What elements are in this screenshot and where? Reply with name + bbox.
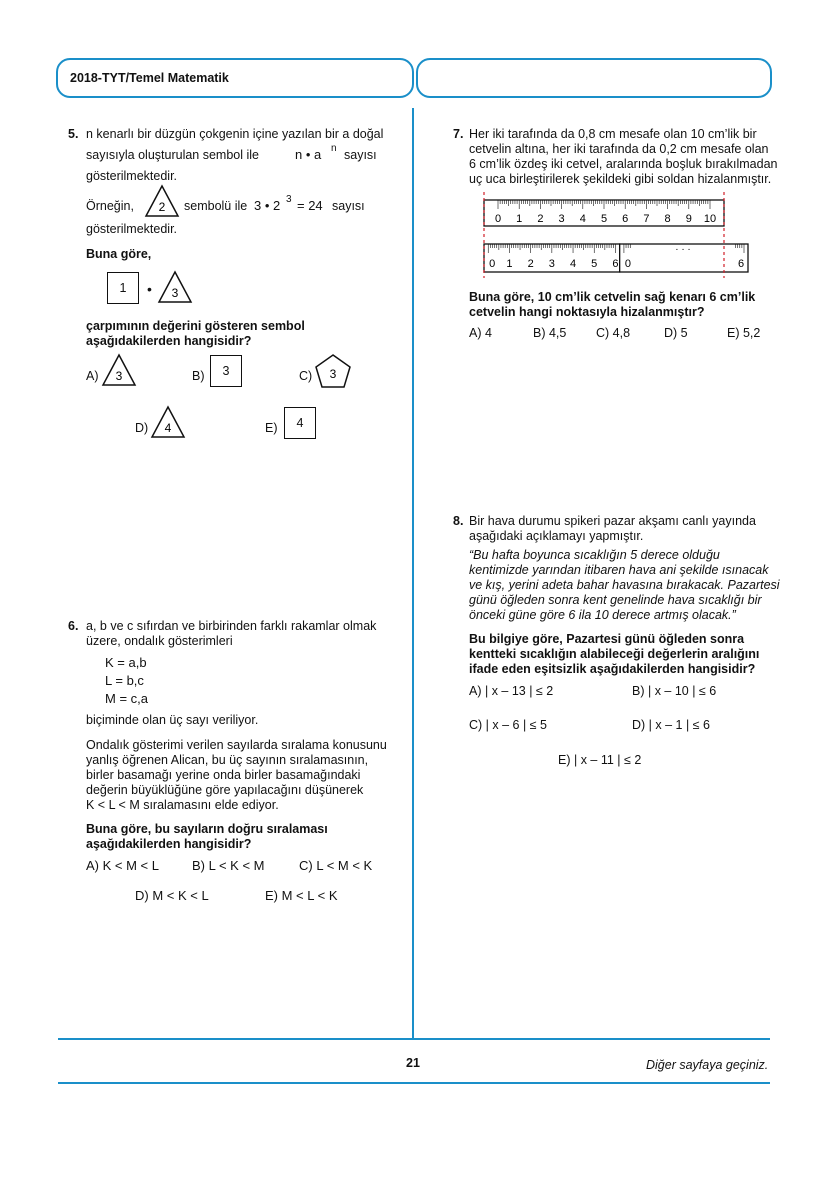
q5-option-e-square[interactable] [284, 407, 316, 439]
q8-option-b[interactable]: B) | x – 10 | ≤ 6 [632, 684, 717, 698]
q7-question-line2: cetvelin hangi noktasıyla hizalanmıştır? [469, 305, 705, 319]
q6-def-l: L = b,c [105, 673, 144, 688]
ruler-10cm-label: 7 [643, 213, 650, 225]
q8-option-a[interactable]: A) | x – 13 | ≤ 2 [469, 684, 554, 698]
ruler-10cm-label: 3 [558, 213, 565, 225]
q5-example-mid: sembolü ile [184, 199, 248, 213]
q5-option-e-label[interactable]: E) [265, 421, 278, 435]
ruler-ellipsis: · · · [675, 244, 691, 255]
ruler-10cm-label: 0 [494, 213, 502, 225]
q5-example-result: = 24 [297, 198, 323, 213]
q6-line3: biçiminde olan üç sayı veriliyor. [86, 713, 259, 727]
q8-line1: Bir hava durumu spikeri pazar akşamı canlı yayında [469, 514, 756, 528]
q5-line2-pre: sayısıyla oluşturulan sembol ile [86, 148, 259, 162]
ruler-6cm-first-label: 5 [591, 258, 598, 270]
q7-option-d[interactable]: D) 5 [664, 326, 688, 340]
q5-option-c-pentagon[interactable] [314, 353, 352, 389]
q8-question-line1: Bu bilgiye göre, Pazartesi günü öğleden sonra [469, 632, 745, 646]
q8-quote-line1: “Bu hafta boyunca sıcaklığın 5 derece olduğu [469, 548, 720, 562]
q6-option-c[interactable]: C) L < M < K [299, 858, 373, 873]
ruler-6cm-first-label: 1 [506, 258, 513, 270]
q8-quote-line2: kentimizde yarından itibaren hava ani şekilde ısınacak [469, 563, 769, 577]
q5-line3: gösterilmektedir. [86, 169, 178, 183]
q5-example-post: sayısı [332, 199, 365, 213]
q5-option-d-label[interactable]: D) [135, 421, 149, 435]
q5-option-b-label[interactable]: B) [192, 369, 205, 383]
q7-option-b[interactable]: B) 4,5 [533, 326, 567, 340]
ruler-10cm-label: 2 [537, 213, 544, 225]
ruler-6cm-first-label: 4 [569, 258, 577, 270]
q5-line5: gösterilmektedir. [86, 222, 178, 236]
q5-lead: Buna göre, [86, 247, 152, 261]
header-left-box [56, 58, 414, 98]
q5-line1: n kenarlı bir düzgün çokgenin içine yazılan bir a doğal [86, 127, 384, 141]
q5-option-d-value: 4 [164, 421, 172, 435]
header-title: 2018-TYT/Temel Matematik [70, 71, 229, 85]
q5-question-line1: çarpımının değerini gösteren sembol [86, 319, 305, 333]
q7-line2: cetvelin altına, her iki tarafında da 0,2 cm mesafe olan [469, 142, 769, 156]
q7-line4: uç uca birleştirilerek şekildeki gibi soldan hizalanmıştır. [469, 172, 772, 186]
q6-p3: birler basamağı yerine onda birler basamağındaki [86, 768, 361, 782]
footer-rule-top [58, 1038, 770, 1040]
q8-line2: aşağıdaki açıklamayı yapmıştır. [469, 529, 644, 543]
q6-number: 6. [68, 619, 79, 633]
q8-option-e[interactable]: E) | x – 11 | ≤ 2 [558, 753, 642, 767]
q5-question-line2: aşağıdakilerden hangisidir? [86, 334, 252, 348]
q5-option-a-value: 3 [115, 369, 123, 383]
q5-line2-sup: n [331, 143, 337, 154]
q6-p1: Ondalık gösterimi verilen sayılarda sıralama konusunu [86, 738, 387, 752]
page-number: 21 [406, 1056, 420, 1070]
product-triangle-symbol [157, 270, 193, 304]
ruler-6cm-first-label: 3 [548, 258, 555, 270]
ruler-10cm-label: 9 [685, 213, 692, 225]
example-triangle-symbol [144, 184, 180, 218]
q5-option-a-label[interactable]: A) [86, 369, 99, 383]
q6-option-d[interactable]: D) M < K < L [135, 888, 209, 903]
q8-quote-line5: önceki güne göre 6 ila 10 derece artmış olacak.” [469, 608, 736, 622]
q6-question-line1: Buna göre, bu sayıların doğru sıralaması [86, 822, 328, 836]
q8-quote-line4: günü öğleden sonra kent genelinde hava sıcaklığı bir [469, 593, 762, 607]
q5-example-expr: 3 • 2 [254, 198, 281, 213]
next-page-note: Diğer sayfaya geçiniz. [646, 1058, 769, 1072]
ruler-10cm-label: 8 [664, 213, 671, 225]
ruler-10cm-label: 4 [579, 213, 586, 225]
q7-option-e[interactable]: E) 5,2 [727, 326, 761, 340]
q5-line2-expr: n • a [295, 147, 322, 162]
q8-quote-line3: ve kış, yerini adeta bahar havasına bırakacak. Pazartesi [469, 578, 780, 592]
header-right-box [416, 58, 772, 98]
product-square-symbol [107, 272, 139, 304]
q6-option-b[interactable]: B) L < K < M [192, 858, 265, 873]
column-divider [412, 108, 414, 1038]
ruler-10cm-label: 1 [516, 213, 523, 225]
example-triangle-value: 2 [158, 200, 166, 214]
q5-example-pre: Örneğin, [86, 199, 134, 213]
q5-option-a-triangle[interactable] [101, 353, 137, 387]
ruler-6cm-first-label: 0 [489, 258, 496, 270]
q8-question-line2: kentteki sıcaklığın alabileceği değerlerin aralığını [469, 647, 760, 661]
ruler-10cm-label: 5 [600, 213, 608, 225]
q5-number: 5. [68, 127, 79, 141]
q6-option-a[interactable]: A) K < M < L [86, 858, 159, 873]
q5-option-c-value: 3 [329, 367, 337, 381]
q6-def-k: K = a,b [105, 655, 147, 670]
q6-question-line2: aşağıdakilerden hangisidir? [86, 837, 252, 851]
q6-p4: değerin büyüklüğüne göre yapılacağını düşünerek [86, 783, 364, 797]
q8-number: 8. [453, 514, 464, 528]
ruler-6cm-second-label: 0 [624, 258, 631, 270]
q6-line2: üzere, ondalık gösterimleri [86, 634, 233, 648]
q5-option-e-value: 4 [296, 416, 304, 430]
q6-p5: K < L < M sıralamasını elde ediyor. [86, 798, 279, 812]
q6-line1: a, b ve c sıfırdan ve birbirinden farklı rakamlar olmak [86, 619, 377, 633]
ruler-10cm-label: 6 [622, 213, 629, 225]
q5-option-b-value: 3 [222, 364, 230, 378]
q5-example-sup: 3 [286, 194, 292, 205]
q5-option-c-label[interactable]: C) [299, 369, 313, 383]
ruler-6cm-first-label: 6 [612, 258, 619, 270]
q5-option-d-triangle[interactable] [150, 405, 186, 439]
product-square-value: 1 [119, 281, 127, 295]
ruler-6cm-first-label: 2 [527, 258, 534, 270]
q8-question-line3: ifade eden eşitsizlik aşağıdakilerden hangisidir? [469, 662, 756, 676]
q8-option-d[interactable]: D) | x – 1 | ≤ 6 [632, 718, 710, 732]
q7-question-line1: Buna göre, 10 cm’lik cetvelin sağ kenarı 6 cm’lik [469, 290, 756, 304]
q7-number: 7. [453, 127, 464, 141]
q6-def-m: M = c,a [105, 691, 148, 706]
ruler-10cm-label: 10 [703, 213, 717, 225]
q7-option-a[interactable]: A) 4 [469, 326, 492, 340]
q5-line2-post: sayısı [344, 148, 377, 162]
rulers-figure [478, 192, 754, 278]
ruler-6cm-second-label: 6 [737, 258, 745, 270]
q5-option-b-square[interactable] [210, 355, 242, 387]
q6-p2: yanlış öğrenen Alican, bu üç sayının sıralamasının, [86, 753, 369, 767]
product-dot: • [147, 281, 152, 297]
q7-line1: Her iki tarafında da 0,8 cm mesafe olan 10 cm’lik bir [469, 127, 757, 141]
q8-option-c[interactable]: C) | x – 6 | ≤ 5 [469, 718, 547, 732]
footer-rule-bottom [58, 1082, 770, 1084]
product-triangle-value: 3 [171, 286, 179, 300]
q6-option-e[interactable]: E) M < L < K [265, 888, 338, 903]
q7-option-c[interactable]: C) 4,8 [596, 326, 631, 340]
q7-line3: 6 cm’lik özdeş iki cetvel, aralarında boşluk bırakılmadan [469, 157, 778, 171]
